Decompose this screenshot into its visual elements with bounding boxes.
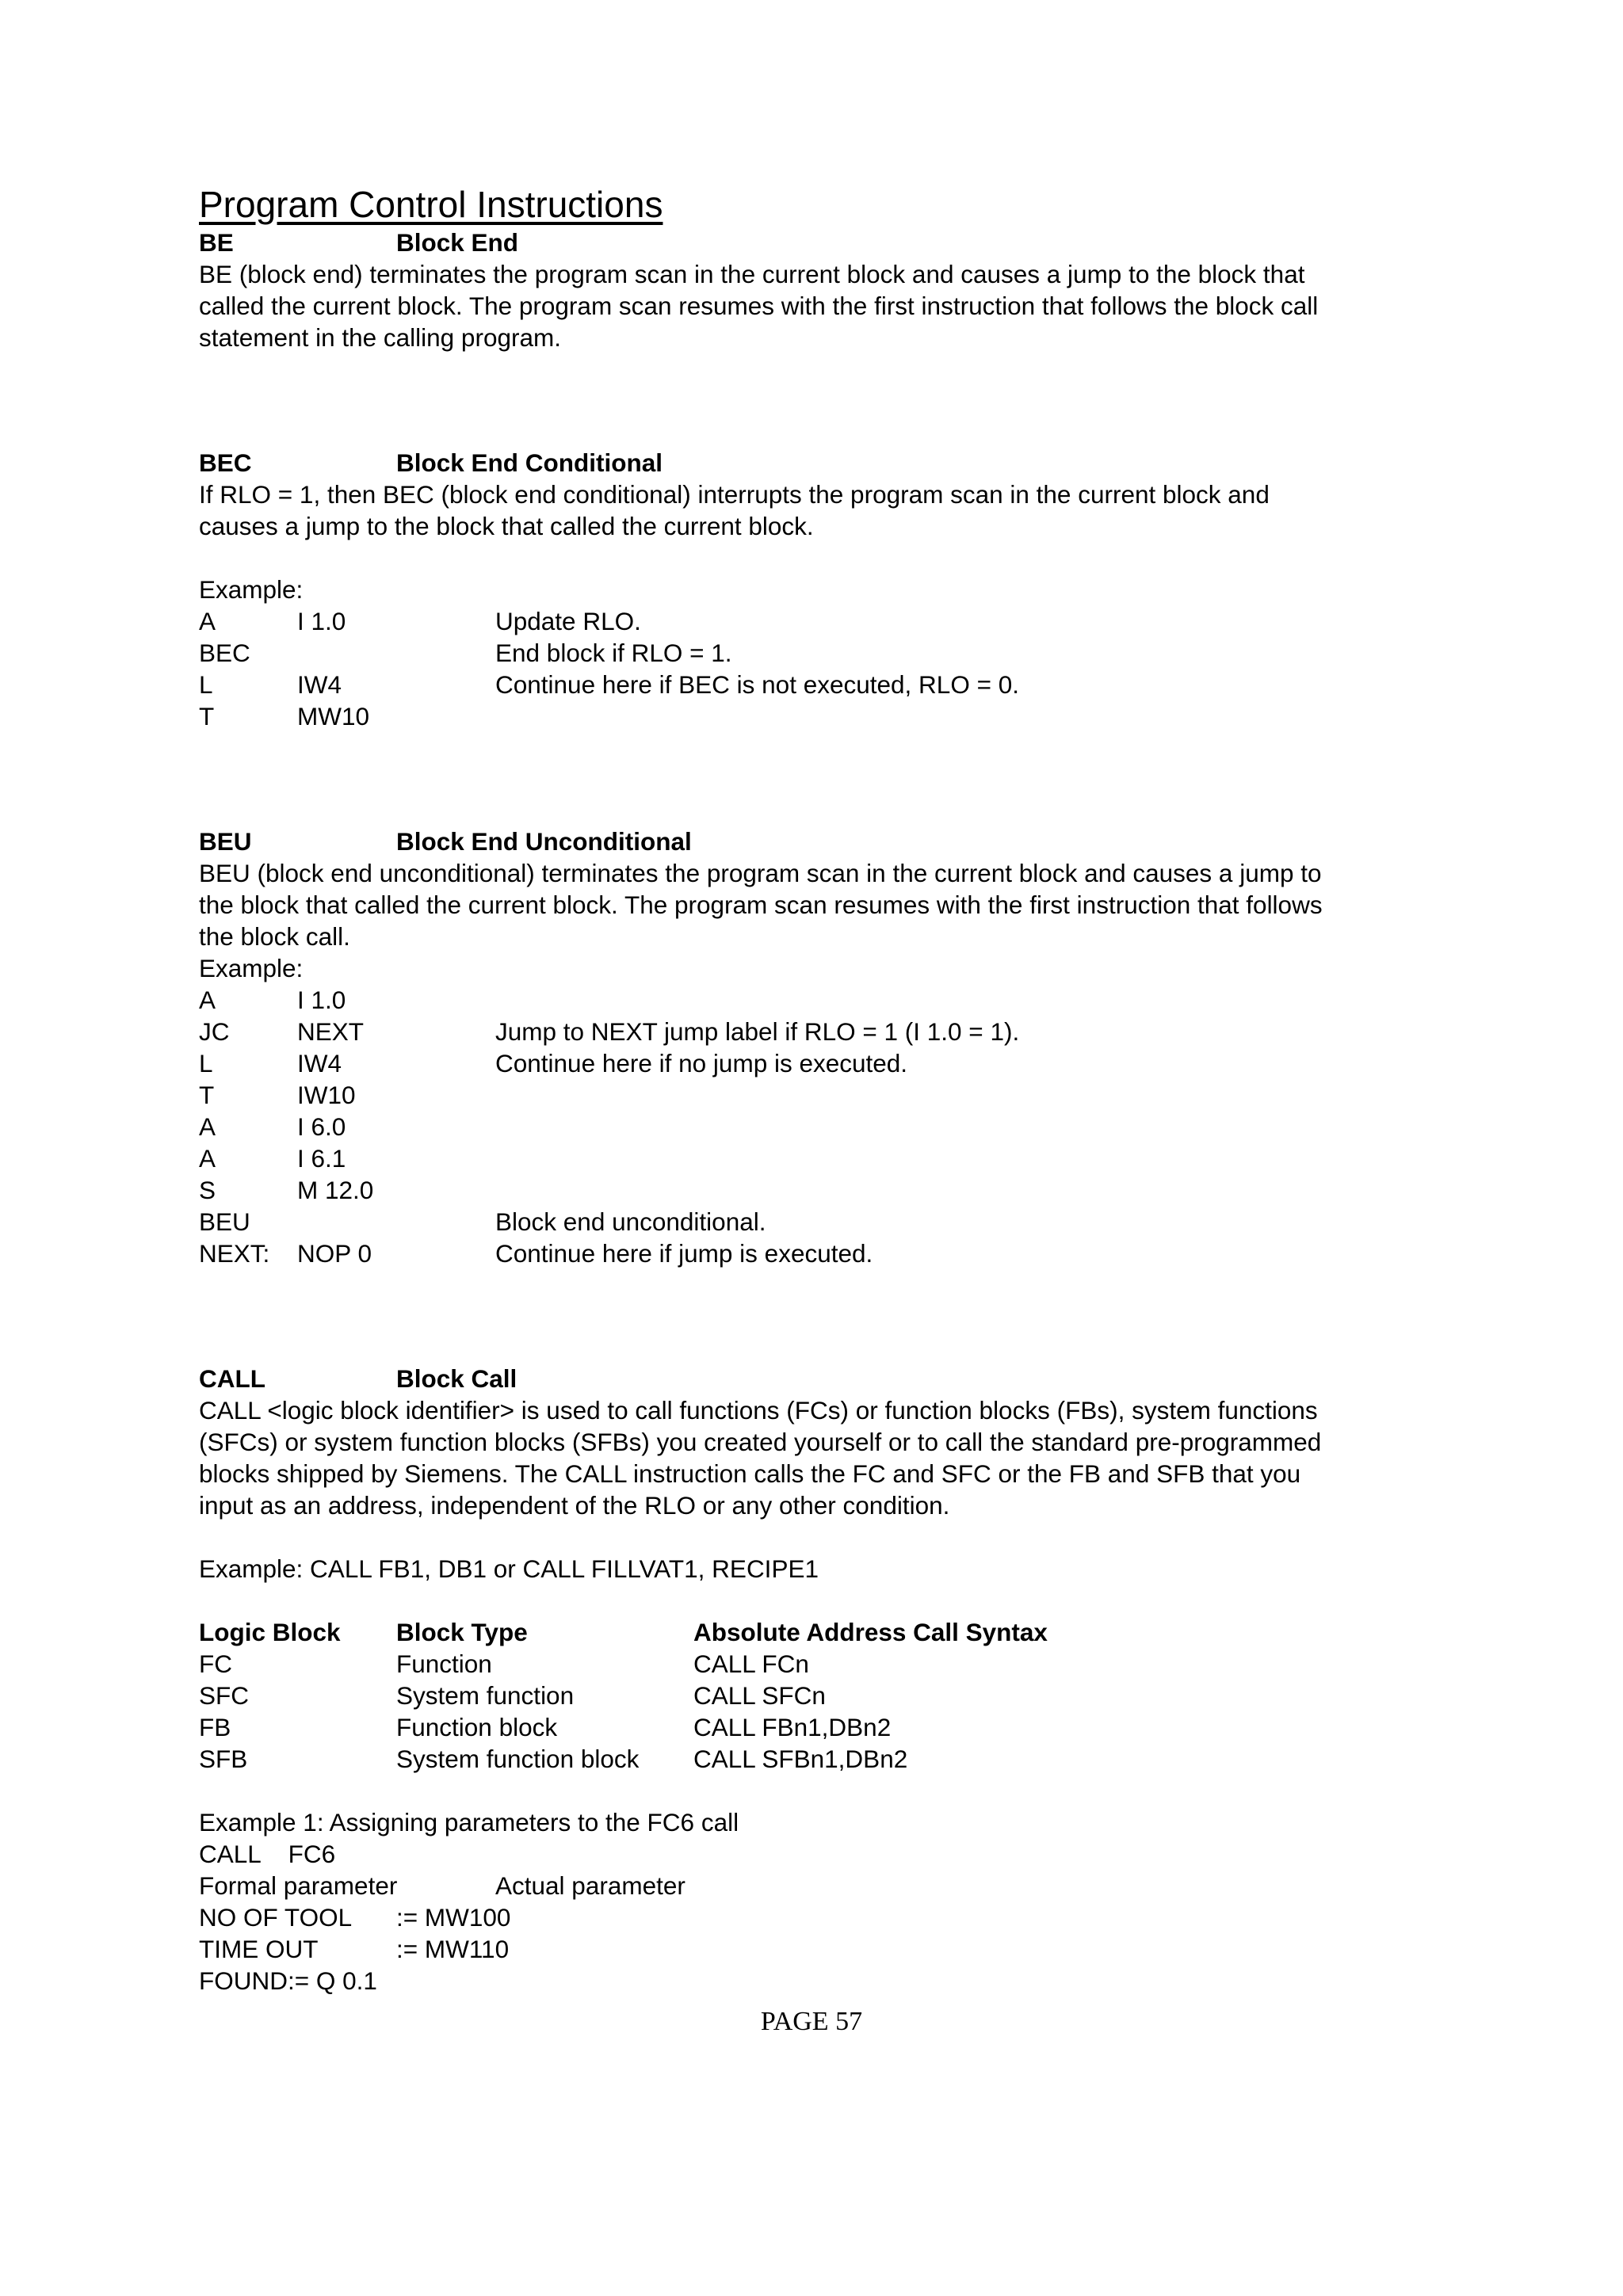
table-cell: System function block (396, 1745, 640, 1773)
code-op: S (199, 1176, 216, 1204)
table-cell: SFC (199, 1681, 249, 1710)
table-row (199, 1680, 1467, 1711)
code-line (199, 1016, 1467, 1047)
code-line (199, 700, 1467, 732)
be-header (199, 227, 1467, 258)
code-operand: IW10 (297, 1081, 356, 1109)
code-comment: Continue here if BEC is not executed, RLO = 0. (495, 670, 1019, 699)
call-mnemonic: CALL (199, 1364, 265, 1393)
code-op: A (199, 1144, 216, 1173)
call-example-line: Example: CALL FB1, DB1 or CALL FILLVAT1, RECIPE1 (199, 1554, 819, 1583)
document-page (199, 182, 1467, 1997)
code-op: A (199, 1112, 216, 1141)
code-comment: Update RLO. (495, 607, 641, 635)
actual-parameter: := MW100 (396, 1903, 511, 1932)
bec-name: Block End Conditional (396, 448, 663, 477)
code-comment: End block if RLO = 1. (495, 639, 732, 667)
formal-parameter: TIME OUT (199, 1935, 319, 1963)
code-line (199, 1206, 1467, 1238)
code-operand: NOP 0 (297, 1239, 372, 1268)
code-operand (297, 1206, 495, 1238)
example1-call: CALL FC6 (199, 1840, 336, 1868)
page-number: PAGE 57 (760, 2007, 863, 2036)
code-line (199, 669, 1467, 700)
code-line (199, 1111, 1467, 1142)
code-operand: I 1.0 (297, 986, 346, 1014)
table-row (199, 1648, 1467, 1680)
call-syntax-table (199, 1616, 1467, 1775)
code-operand: MW10 (297, 702, 370, 730)
code-op: BEC (199, 639, 250, 667)
code-line (199, 1079, 1467, 1111)
text-line: called the current block. The program scan resumes with the first instruction that follows the block call (199, 292, 1319, 320)
found-line: FOUND:= Q 0.1 (199, 1966, 377, 1995)
code-op: JC (199, 1017, 230, 1046)
actual-parameter: := MW110 (396, 1935, 510, 1963)
text-line: the block call. (199, 922, 350, 951)
code-line (199, 1238, 1467, 1269)
table-cell: CALL SFBn1,DBn2 (693, 1745, 908, 1773)
code-comment: Block end unconditional. (495, 1207, 766, 1236)
table-header-cell: Block Type (396, 1618, 528, 1646)
text-line: the block that called the current block. The program scan resumes with the first instruction that follows (199, 891, 1323, 919)
text-line: blocks shipped by Siemens. The CALL instruction calls the FC and SFC or the FB and SFB that you (199, 1459, 1301, 1488)
parameter-row (199, 1933, 1467, 1965)
actual-parameter-header: Actual parameter (495, 1871, 685, 1900)
beu-example-label: Example: (199, 954, 304, 982)
bec-header (199, 447, 1467, 479)
table-header-cell: Absolute Address Call Syntax (693, 1618, 1048, 1646)
text-line: statement in the calling program. (199, 323, 561, 352)
code-op: L (199, 1049, 213, 1077)
text-line: BEU (block end unconditional) terminates the program scan in the current block and causes a jump to (199, 859, 1322, 887)
code-comment: Continue here if no jump is executed. (495, 1049, 908, 1077)
be-description (199, 258, 1467, 353)
call-description (199, 1394, 1467, 1521)
code-line (199, 1174, 1467, 1206)
code-op: NEXT: (199, 1239, 270, 1268)
call-name: Block Call (396, 1364, 517, 1393)
code-line (199, 1047, 1467, 1079)
parameter-row (199, 1901, 1467, 1933)
table-header-row (199, 1616, 1467, 1648)
bec-mnemonic: BEC (199, 448, 252, 477)
table-cell: CALL FBn1,DBn2 (693, 1713, 892, 1741)
table-row (199, 1743, 1467, 1775)
code-op: BEU (199, 1207, 250, 1236)
table-header-cell: Logic Block (199, 1618, 341, 1646)
code-op: A (199, 607, 216, 635)
page-title: Program Control Instructions (199, 184, 663, 225)
code-operand: I 6.1 (297, 1144, 346, 1173)
be-mnemonic: BE (199, 228, 234, 257)
code-op: L (199, 670, 213, 699)
code-line (199, 984, 1467, 1016)
bec-code (199, 605, 1467, 732)
code-line (199, 1142, 1467, 1174)
code-operand: IW4 (297, 670, 342, 699)
formal-parameter-header: Formal parameter (199, 1871, 398, 1900)
example1-title: Example 1: Assigning parameters to the FC6 call (199, 1808, 739, 1836)
code-operand: IW4 (297, 1049, 342, 1077)
text-line: CALL <logic block identifier> is used to call functions (FCs) or function blocks (FBs), system functions (199, 1396, 1318, 1425)
code-operand: M 12.0 (297, 1176, 374, 1204)
be-name: Block End (396, 228, 519, 257)
formal-parameter: NO OF TOOL (199, 1903, 353, 1932)
code-line (199, 637, 1467, 669)
text-line: causes a jump to the block that called the current block. (199, 512, 814, 540)
parameter-header (199, 1870, 1467, 1901)
text-line: If RLO = 1, then BEC (block end conditional) interrupts the program scan in the current block and (199, 480, 1270, 509)
beu-description (199, 857, 1467, 952)
code-operand (297, 637, 495, 669)
bec-description (199, 479, 1467, 542)
code-operand: I 6.0 (297, 1112, 346, 1141)
code-comment: Jump to NEXT jump label if RLO = 1 (I 1.0 = 1). (495, 1017, 1020, 1046)
beu-code (199, 984, 1467, 1269)
table-cell: SFB (199, 1745, 248, 1773)
text-line: input as an address, independent of the RLO or any other condition. (199, 1491, 950, 1520)
table-cell: Function block (396, 1713, 558, 1741)
text-line: (SFCs) or system function blocks (SFBs) you created yourself or to call the standard pre-programmed (199, 1428, 1322, 1456)
beu-name: Block End Unconditional (396, 827, 692, 856)
beu-mnemonic: BEU (199, 827, 252, 856)
beu-header (199, 826, 1467, 857)
table-cell: FC (199, 1650, 232, 1678)
code-line (199, 605, 1467, 637)
code-comment: Continue here if jump is executed. (495, 1239, 873, 1268)
bec-example-label: Example: (199, 575, 304, 604)
text-line: BE (block end) terminates the program scan in the current block and causes a jump to the block that (199, 260, 1305, 288)
code-op: T (199, 1081, 215, 1109)
table-cell: Function (396, 1650, 492, 1678)
code-operand: NEXT (297, 1017, 365, 1046)
call-header (199, 1363, 1467, 1394)
code-op: A (199, 986, 216, 1014)
table-cell: CALL SFCn (693, 1681, 826, 1710)
table-cell: FB (199, 1713, 231, 1741)
code-operand: I 1.0 (297, 607, 346, 635)
table-cell: System function (396, 1681, 575, 1710)
table-row (199, 1711, 1467, 1743)
code-op: T (199, 702, 215, 730)
table-cell: CALL FCn (693, 1650, 809, 1678)
